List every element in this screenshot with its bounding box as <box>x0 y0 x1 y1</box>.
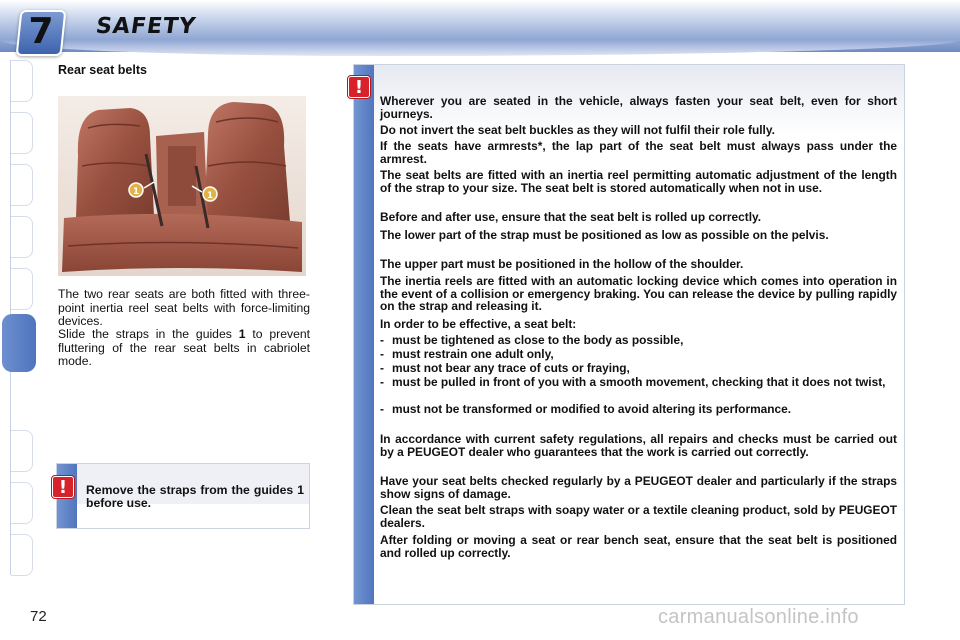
chapter-tab[interactable] <box>11 60 33 102</box>
chapter-tab[interactable] <box>11 534 33 576</box>
chapter-tab-active[interactable] <box>2 314 36 372</box>
chapter-tab[interactable] <box>11 430 33 472</box>
bullet-dash: - <box>380 402 384 416</box>
chapter-number: 7 <box>28 11 54 52</box>
bullet-dash: - <box>380 347 384 361</box>
page-number: 72 <box>30 608 47 625</box>
warning-paragraph: The seat belts are fitted with an inertia reel permitting automatic adjustment of the length of the strap to your size. The seat belt is stored automatically when not in use. <box>380 168 897 195</box>
chapter-tab[interactable] <box>11 268 33 310</box>
bullet-dash: - <box>380 375 384 389</box>
bullet-item <box>380 362 897 375</box>
rear-seat-photo <box>58 96 306 276</box>
bullet-dash: - <box>380 333 384 347</box>
guide-marker-label: 1 <box>132 187 140 197</box>
warning-paragraph: The upper part must be positioned in the hollow of the shoulder. <box>380 257 744 271</box>
warning-paragraph: In accordance with current safety regulations, all repairs and checks must be carried out by a PEUGEOT dealer who guarantees that the work is carried out correctly. <box>380 432 897 459</box>
chapter-tab[interactable] <box>11 216 33 258</box>
chapter-tab[interactable] <box>11 164 33 206</box>
bullet-text: must be pulled in front of you with a smooth movement, checking that it does not twist, <box>392 375 886 389</box>
warning-paragraph: Do not invert the seat belt buckles as they will not fulfil their role fully. <box>380 123 775 137</box>
text-span: before use. <box>86 496 152 510</box>
warning-icon: ! <box>348 76 370 98</box>
warning-paragraph: After folding or moving a seat or rear bench seat, ensure that the seat belt is positioned and rolled up correctly. <box>380 533 897 560</box>
bullet-item <box>380 348 897 361</box>
warning-icon: ! <box>52 476 74 498</box>
bullet-item <box>380 403 897 416</box>
chapter-title: SAFETY <box>94 14 198 39</box>
guide-ref: 1 <box>238 327 246 341</box>
guide-ref: 1 <box>297 483 304 497</box>
chapter-tab[interactable] <box>11 482 33 524</box>
chapter-tab[interactable] <box>11 112 33 154</box>
warning-paragraph: Wherever you are seated in the vehicle, always fasten your seat belt, even for short journeys. <box>380 94 897 121</box>
guide-marker-label: 1 <box>206 191 214 201</box>
warning-paragraph: In order to be effective, a seat belt: <box>380 317 577 331</box>
guides-paragraph <box>58 328 310 369</box>
warning-paragraph: If the seats have armrests*, the lap part of the seat belt must always pass under the armrest. <box>380 139 897 166</box>
bullet-item <box>380 376 897 389</box>
warning-paragraph: The inertia reels are fitted with an automatic locking device which comes into operation in the event of a collision or emergency braking. You can release the device by pulling rapidly on the strap and releasing it. <box>380 274 897 314</box>
warning-paragraph: The lower part of the strap must be positioned as low as possible on the pelvis. <box>380 228 829 242</box>
bullet-text: must not be transformed or modified to avoid altering its performance. <box>392 402 792 416</box>
text-span: Remove the straps from the guides <box>86 483 298 497</box>
watermark: carmanualsonline.info <box>658 606 859 628</box>
intro-paragraph: The two rear seats are both fitted with three-point inertia reel seat belts with force-limiting devices. <box>58 287 310 328</box>
bullet-item <box>380 334 897 347</box>
warning-paragraph: Before and after use, ensure that the seat belt is rolled up correctly. <box>380 210 762 224</box>
header-wave <box>0 40 960 56</box>
section-heading: Rear seat belts <box>58 63 147 77</box>
bullet-dash: - <box>380 361 384 375</box>
bullet-text: must restrain one adult only, <box>392 347 554 361</box>
bullet-text: must not bear any trace of cuts or fraying, <box>392 361 630 375</box>
text-span: to prevent fluttering of the rear seat belts in cabriolet mode. <box>58 327 311 368</box>
warning-paragraph: Have your seat belts checked regularly by a PEUGEOT dealer and particularly if the straps show signs of damage. <box>380 474 897 501</box>
bullet-text: must be tightened as close to the body as possible, <box>392 333 684 347</box>
warning-bar <box>354 65 374 604</box>
warning-paragraph: Clean the seat belt straps with soapy water or a textile cleaning product, sold by PEUGEOT dealers. <box>380 503 897 530</box>
text-span: Slide the straps in the guides <box>58 327 239 341</box>
warning-text-small <box>86 484 304 510</box>
